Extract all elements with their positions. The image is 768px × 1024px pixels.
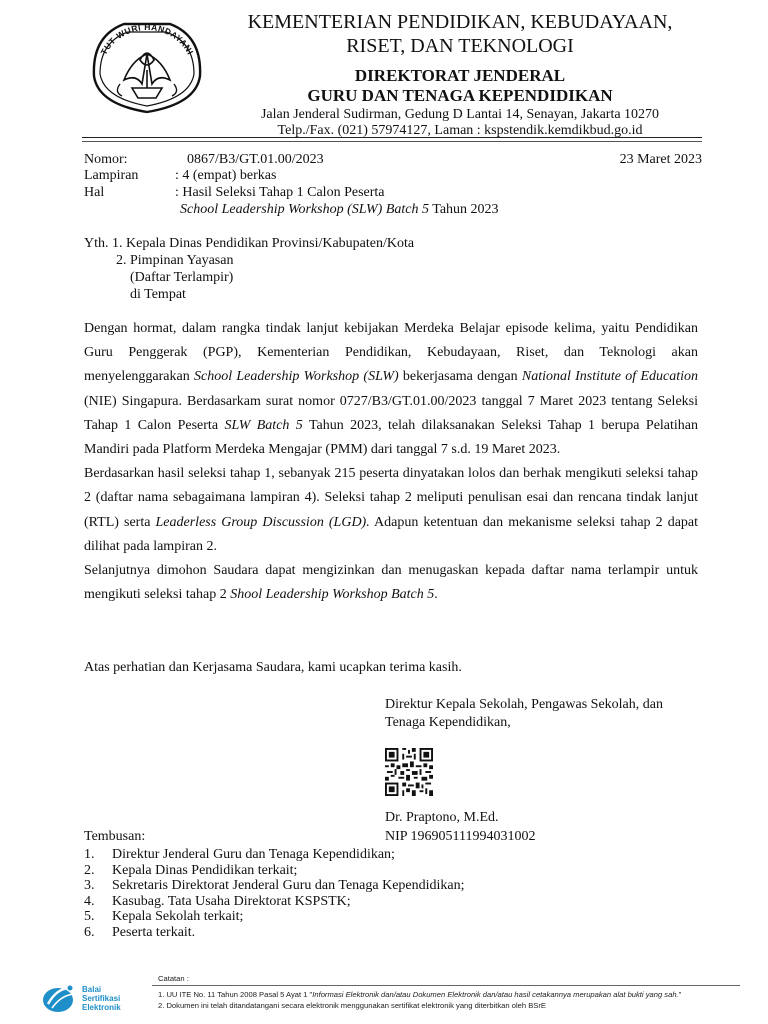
- list-item: 5. Kepala Sekolah terkait;: [84, 909, 244, 924]
- footer-note-2: 2. Dokumen ini telah ditandatangani secara elektronik menggunakan sertifikat elektronik yang diterbitkan oleh BSrE: [158, 1001, 546, 1010]
- footer-rule: [152, 985, 740, 986]
- hal-label: Hal: [84, 185, 105, 200]
- tut-wuri-handayani-logo: [84, 14, 210, 116]
- nomor-value: 0867/B3/GT.01.00/2023: [187, 152, 324, 167]
- catatan-label: Catatan :: [158, 974, 189, 983]
- letter-body: [84, 317, 698, 607]
- signatory-title-line2: Tenaga Kependidikan,: [385, 715, 511, 730]
- svg-text:TUT WURI HANDAYANI: TUT WURI HANDAYANI: [98, 21, 196, 57]
- letter-date: 23 Maret 2023: [619, 152, 702, 167]
- nomor-label: Nomor:: [84, 152, 128, 167]
- directorate-name-line1: DIREKTORAT JENDERAL: [354, 66, 566, 85]
- ministry-name-line1: KEMENTERIAN PENDIDIKAN, KEBUDAYAAN,: [247, 11, 673, 33]
- tembusan-list: [84, 847, 465, 940]
- header-rule: [82, 137, 702, 138]
- directorate-name-line2: GURU DAN TENAGA KEPENDIDIKAN: [307, 86, 613, 105]
- qr-code-icon: [385, 748, 433, 796]
- footer-note-1: 1. UU ITE No. 11 Tahun 2008 Pasal 5 Ayat 1 "Informasi Elektronik dan/atau Dokumen Elektronik dan/atau hasil cetakannya merupakan alat bukti yang sah.": [158, 990, 682, 999]
- ministry-name-line2: RISET, DAN TEKNOLOGI: [346, 35, 574, 57]
- closing-sentence: Atas perhatian dan Kerjasama Saudara, kami ucapkan terima kasih.: [84, 660, 462, 675]
- lampiran-label: Lampiran: [84, 168, 139, 183]
- address-line2: Telp./Fax. (021) 57974127, Laman : kspstendik.kemdikbud.go.id: [277, 123, 643, 138]
- lampiran-value: : 4 (empat) berkas: [175, 168, 277, 183]
- tembusan-label: Tembusan:: [84, 829, 146, 844]
- list-item: 3. Sekretaris Direktorat Jenderal Guru dan Tenaga Kependidikan;: [84, 878, 465, 893]
- list-item: 2. Kepala Dinas Pendidikan terkait;: [84, 862, 298, 878]
- bsre-name: Balai Sertifikasi Elektronik: [82, 985, 121, 1012]
- body-paragraph-1: Dengan hormat, dalam rangka tindak lanjut kebijakan Merdeka Belajar episode kelima, yaitu Pendidikan Guru Penggerak (PGP), Kementerian Pendidikan, Kebudayaan, Riset, dan Teknologi akan menyelenggarakan School Leadership Workshop (SLW) bekerjasama dengan National Institute of Education (NIE) Singapura. Berdasarkam surat nomor 0727/B3/GT.01.00/2023 tanggal 7 Maret 2023 tentang Seleksi Tahap 1 Calon Peserta SLW Batch 5 Tahun 2023, telah dilaksanakan Seleksi Tahap 1 berupa Pelatihan Mandiri pada Platform Merdeka Mengajar (PMM) dari tanggal 7 s.d. 19 Maret 2023.: [84, 321, 699, 458]
- signatory-nip: NIP 196905111994031002: [385, 829, 536, 844]
- hal-value: : Hasil Seleksi Tahap 1 Calon Peserta: [175, 185, 385, 200]
- recipient-line3: (Daftar Terlampir): [130, 270, 234, 285]
- signatory-name: Dr. Praptono, M.Ed.: [385, 810, 499, 825]
- recipient-line2: 2. Pimpinan Yayasan: [116, 253, 234, 268]
- recipient-line4: di Tempat: [130, 287, 186, 302]
- body-paragraph-3: Selanjutnya dimohon Saudara dapat mengizinkan dan menugaskan kepada daftar nama terlampir untuk mengikuti seleksi tahap 2 Shool Leadership Workshop Batch 5.: [84, 563, 698, 603]
- list-item: 6. Peserta terkait.: [84, 924, 196, 940]
- signatory-title-line1: Direktur Kepala Sekolah, Pengawas Sekolah, dan: [385, 697, 663, 712]
- header-rule-thin: [82, 141, 702, 142]
- recipient-line1: Yth. 1. Kepala Dinas Pendidikan Provinsi/Kabupaten/Kota: [84, 236, 415, 251]
- body-paragraph-2: Berdasarkan hasil seleksi tahap 1, sebanyak 215 peserta dinyatakan lolos dan berhak mengikuti seleksi tahap 2 (daftar nama sebagaimana lampiran 4). Seleksi tahap 2 meliputi penulisan esai dan rencana tindak lanjut (RTL) serta Leaderless Group Discussion (LGD). Adapun ketentuan dan mekanisme seleksi tahap 2 dapat dilihat pada lampiran 2.: [84, 466, 699, 554]
- list-item: 1. Direktur Jenderal Guru dan Tenaga Kependidikan;: [84, 847, 395, 862]
- hal-value-line2: School Leadership Workshop (SLW) Batch 5 Tahun 2023: [180, 202, 499, 217]
- list-item: 4. Kasubag. Tata Usaha Direktorat KSPSTK;: [84, 893, 351, 909]
- bsre-logo-icon: [40, 980, 80, 1016]
- address-line1: Jalan Jenderal Sudirman, Gedung D Lantai 14, Senayan, Jakarta 10270: [260, 107, 660, 122]
